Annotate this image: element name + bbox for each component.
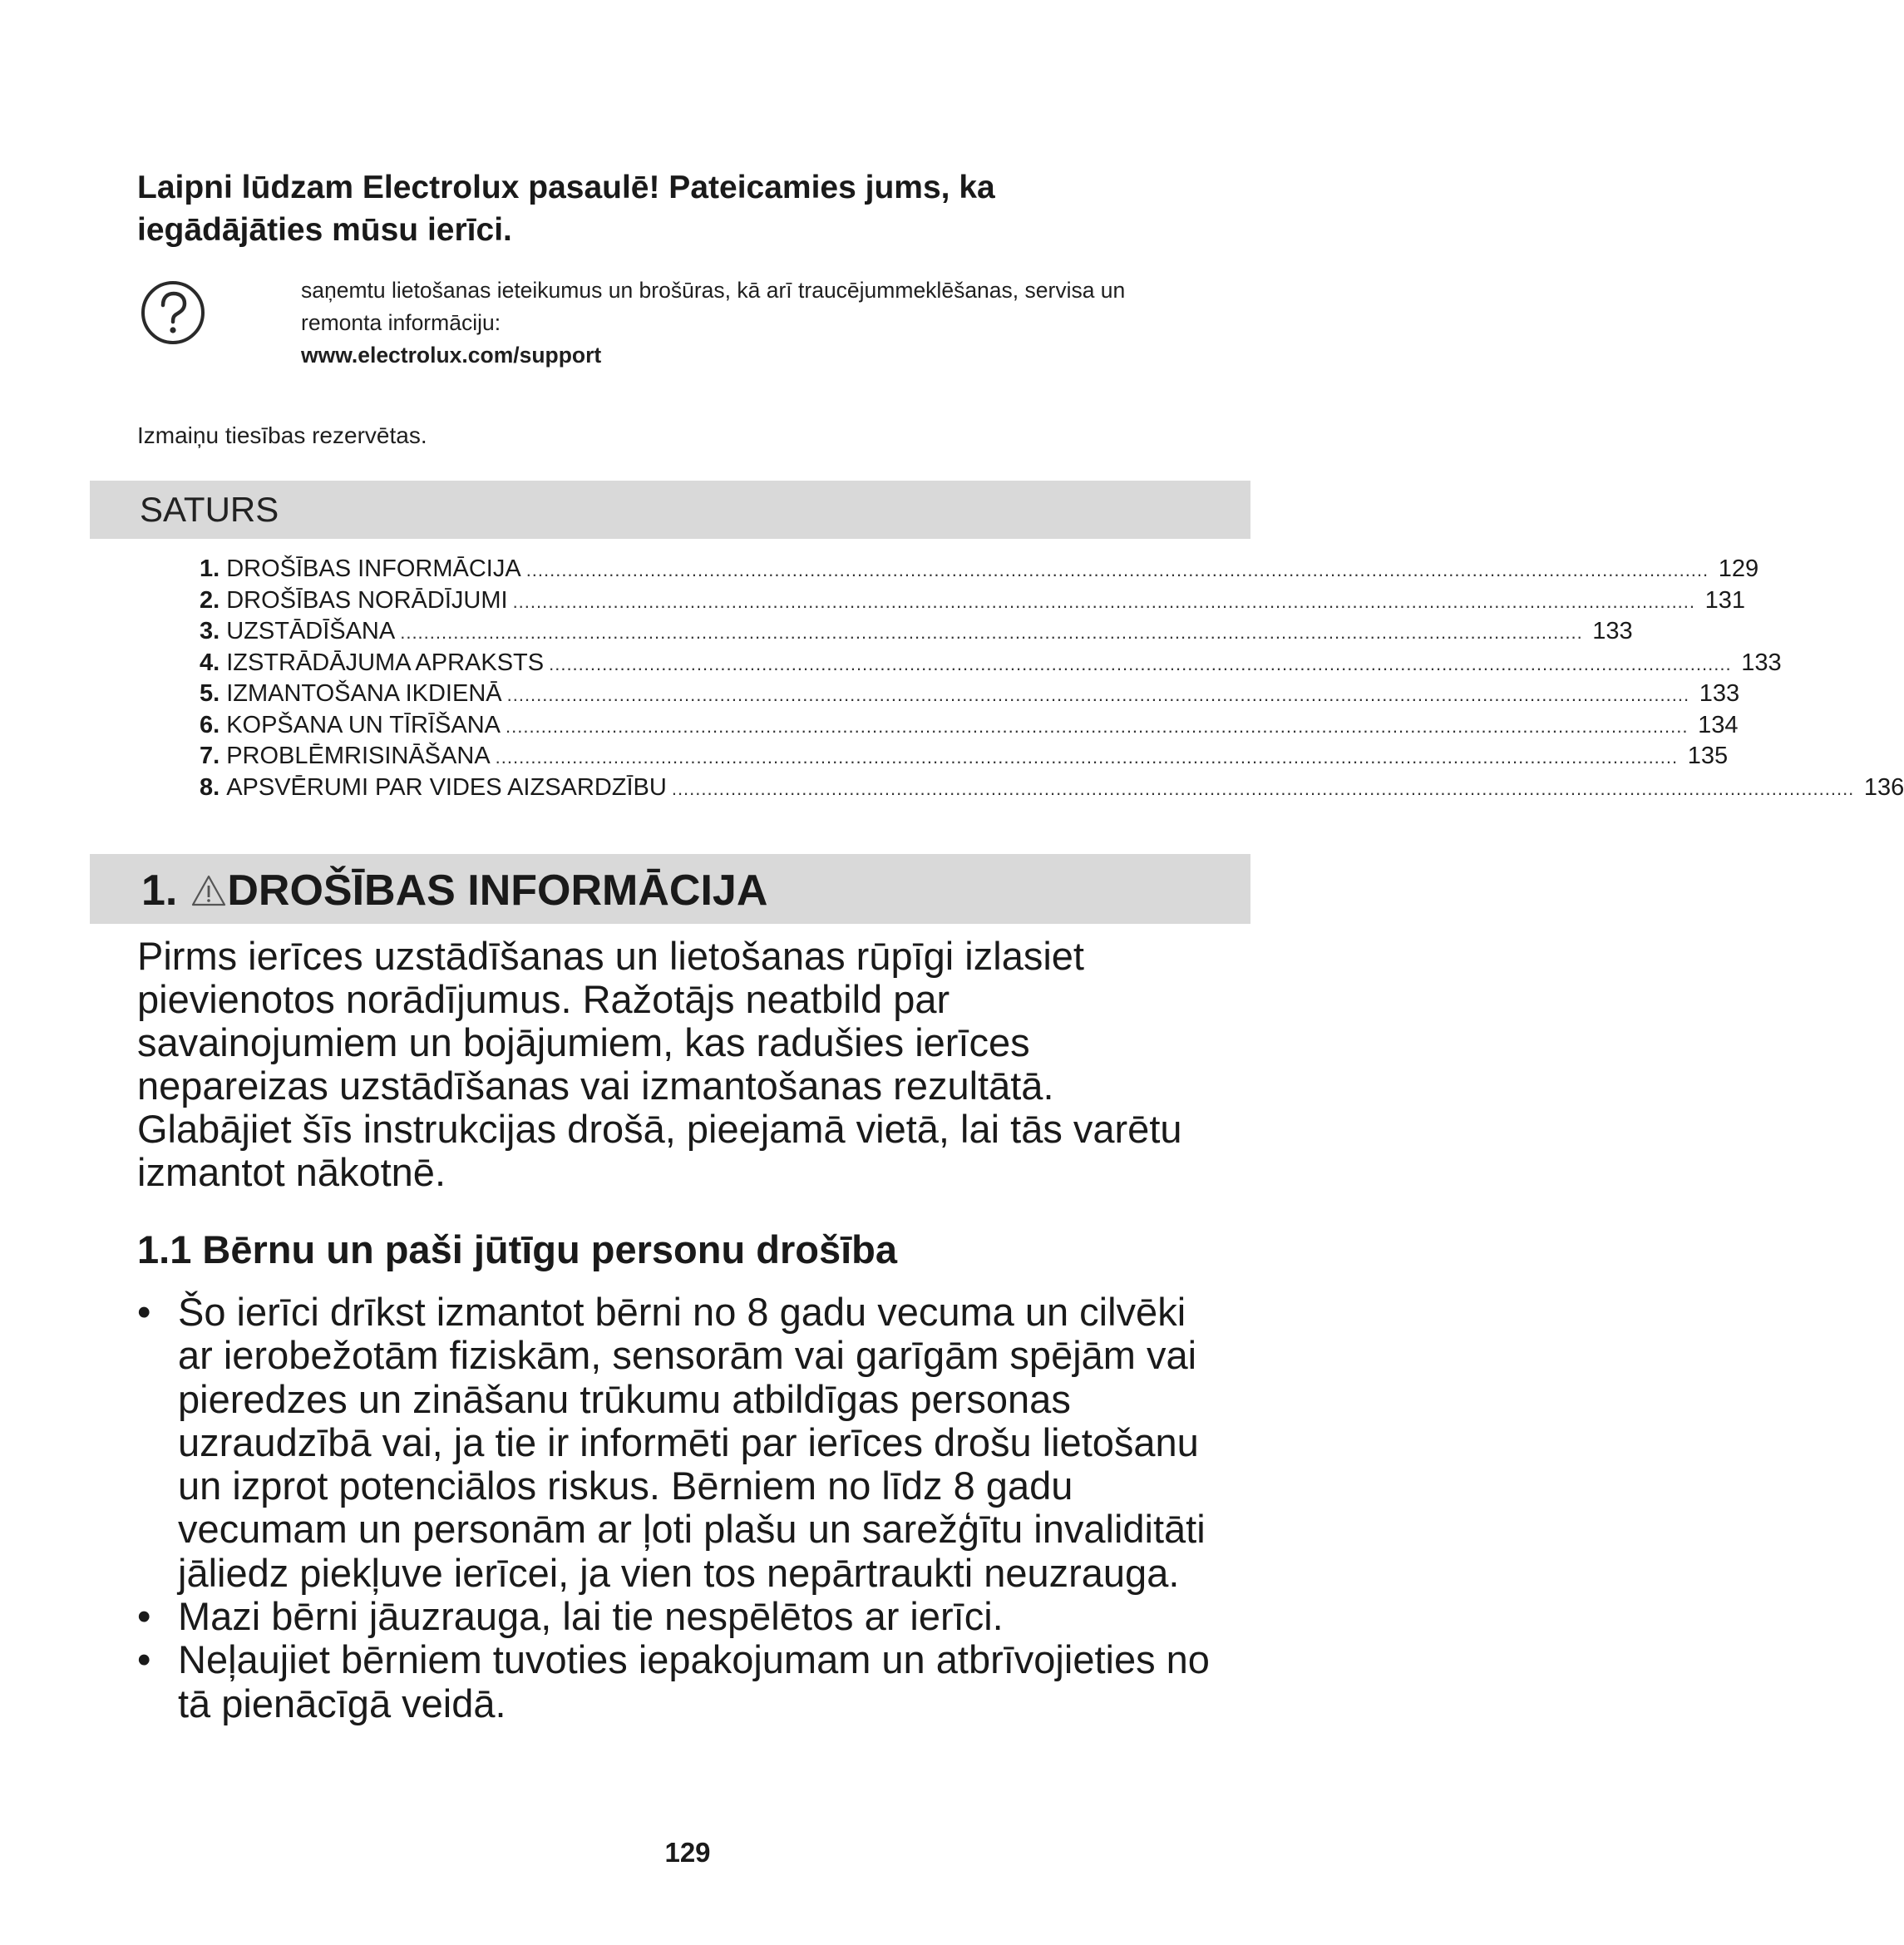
intro-line: savainojumiem un bojājumiem, kas radušies ierīces	[137, 1020, 1030, 1064]
bullet-list	[137, 1291, 1260, 1725]
support-text-line-2: remonta informāciju:	[301, 310, 501, 335]
toc-item[interactable]	[200, 585, 1746, 617]
toc-header-bar	[90, 481, 1250, 539]
bullet-line: ar ierobežotām fiziskām, sensorām vai garīgām spējām vai	[178, 1333, 1197, 1378]
bullet-line: Šo ierīci drīkst izmantot bērni no 8 gadu vecuma un cilvēki	[178, 1290, 1186, 1334]
toc-leader-dots: ........................................................................................................................................................................................................	[512, 590, 1696, 612]
bullet-line: vecumam un personām ar ļoti plašu un sarežģītu invaliditāti	[178, 1507, 1206, 1552]
bullet-line: un izprot potenciālos riskus. Bērniem no līdz 8 gadu	[178, 1464, 1073, 1508]
intro-line: izmantot nākotnē.	[137, 1150, 446, 1194]
toc-item[interactable]	[200, 741, 1729, 773]
toc-item-label: UZSTĀDĪŠANA	[226, 618, 396, 644]
toc-item-label: APSVĒRUMI PAR VIDES AIZSARDZĪBU	[226, 773, 667, 801]
bullet-line: Neļaujiet bērniem tuvoties iepakojumam un atbrīvojieties no	[178, 1637, 1210, 1682]
table-of-contents	[200, 554, 1904, 803]
toc-item-page: 135	[1687, 743, 1729, 769]
toc-leader-dots: ........................................................................................................................................................................................................	[495, 747, 1679, 768]
toc-item-number: 1.	[200, 555, 220, 582]
bullet-line: Mazi bērni jāuzrauga, lai tie nespēlētos ar ierīci.	[178, 1594, 1004, 1639]
toc-item-number: 7.	[200, 743, 220, 769]
support-text-line-1: saņemtu lietošanas ieteikumus un brošūras, kā arī traucējummeklēšanas, servisa un	[301, 278, 1126, 303]
toc-item-number: 5.	[200, 680, 220, 707]
section-number: 1.	[141, 866, 178, 915]
support-link[interactable]: www.electrolux.com/support	[301, 343, 602, 368]
toc-title: SATURS	[140, 490, 279, 529]
toc-item-number: 8.	[200, 773, 220, 801]
toc-item-label: KOPŠANA UN TĪRĪŠANA	[226, 711, 501, 738]
intro-line: Pirms ierīces uzstādīšanas un lietošanas rūpīgi izlasiet	[137, 934, 1084, 978]
section-title	[141, 866, 767, 916]
toc-leader-dots: ........................................................................................................................................................................................................	[506, 715, 1689, 737]
section-header-bar	[90, 854, 1250, 924]
toc-item[interactable]	[200, 679, 1740, 710]
toc-item[interactable]	[200, 710, 1739, 742]
bullet-line: tā pienācīgā veidā.	[178, 1681, 506, 1725]
toc-item-label: IZSTRĀDĀJUMA APRAKSTS	[226, 649, 545, 676]
toc-item[interactable]	[200, 773, 1904, 804]
question-circle-icon	[140, 279, 206, 346]
toc-leader-dots: ........................................................................................................................................................................................................	[549, 653, 1732, 674]
intro-line: pievienotos norādījumus. Ražotājs neatbild par	[137, 977, 950, 1021]
toc-item-number: 3.	[200, 618, 220, 644]
bullet-line: uzraudzībā vai, ja tie ir informēti par ierīces drošu lietošanu	[178, 1419, 1199, 1464]
section-intro	[137, 935, 1251, 1194]
section-title-text: DROŠĪBAS INFORMĀCIJA	[227, 866, 768, 915]
bullet-line: pieredzes un zināšanu trūkumu atbildīgas personas	[178, 1376, 1071, 1421]
toc-item[interactable]	[200, 554, 1759, 585]
toc-item-page: 129	[1718, 555, 1759, 582]
toc-item-label: PROBLĒMRISINĀŠANA	[226, 743, 491, 769]
toc-item-page: 136	[1863, 773, 1904, 801]
toc-item-page: 134	[1698, 711, 1739, 738]
page-number: 129	[664, 1837, 711, 1868]
toc-item-page: 131	[1704, 586, 1746, 614]
bullet-line: jāliedz piekļuve ierīcei, ja vien tos nepārtraukti neuzrauga.	[178, 1550, 1180, 1595]
toc-leader-dots: ........................................................................................................................................................................................................	[671, 778, 1855, 799]
toc-item-number: 2.	[200, 586, 220, 614]
support-info	[301, 274, 1265, 372]
welcome-line-2: iegādājāties mūsu ierīci.	[137, 212, 512, 248]
toc-item-label: DROŠĪBAS INFORMĀCIJA	[226, 555, 521, 582]
intro-line: nepareizas uzstādīšanas vai izmantošanas rezultātā.	[137, 1064, 1054, 1108]
toc-leader-dots: ........................................................................................................................................................................................................	[506, 684, 1690, 705]
toc-leader-dots: ........................................................................................................................................................................................................	[525, 560, 1709, 580]
toc-item-page: 133	[1741, 649, 1782, 676]
welcome-line-1: Laipni lūdzam Electrolux pasaulē! Pateicamies jums, ka	[137, 170, 995, 205]
list-item	[137, 1291, 1260, 1595]
toc-item-label: DROŠĪBAS NORĀDĪJUMI	[226, 586, 508, 614]
toc-item-number: 4.	[200, 649, 220, 676]
subsection-title: 1.1 Bērnu un paši jūtīgu personu drošība	[137, 1227, 897, 1271]
warning-triangle-icon	[190, 873, 227, 908]
toc-item[interactable]	[200, 616, 1633, 648]
toc-item-number: 6.	[200, 711, 220, 738]
toc-item-page: 133	[1592, 618, 1633, 644]
rights-notice: Izmaiņu tiesības rezervētas.	[137, 422, 427, 448]
toc-item[interactable]	[200, 648, 1782, 679]
toc-item-label: IZMANTOŠANA IKDIENĀ	[226, 680, 502, 707]
toc-item-page: 133	[1699, 680, 1740, 707]
list-item	[137, 1595, 1260, 1638]
toc-leader-dots: ........................................................................................................................................................................................................	[400, 622, 1583, 643]
welcome-heading	[137, 166, 1218, 251]
list-item	[137, 1638, 1260, 1725]
intro-line: Glabājiet šīs instrukcijas drošā, pieejamā vietā, lai tās varētu	[137, 1107, 1182, 1151]
